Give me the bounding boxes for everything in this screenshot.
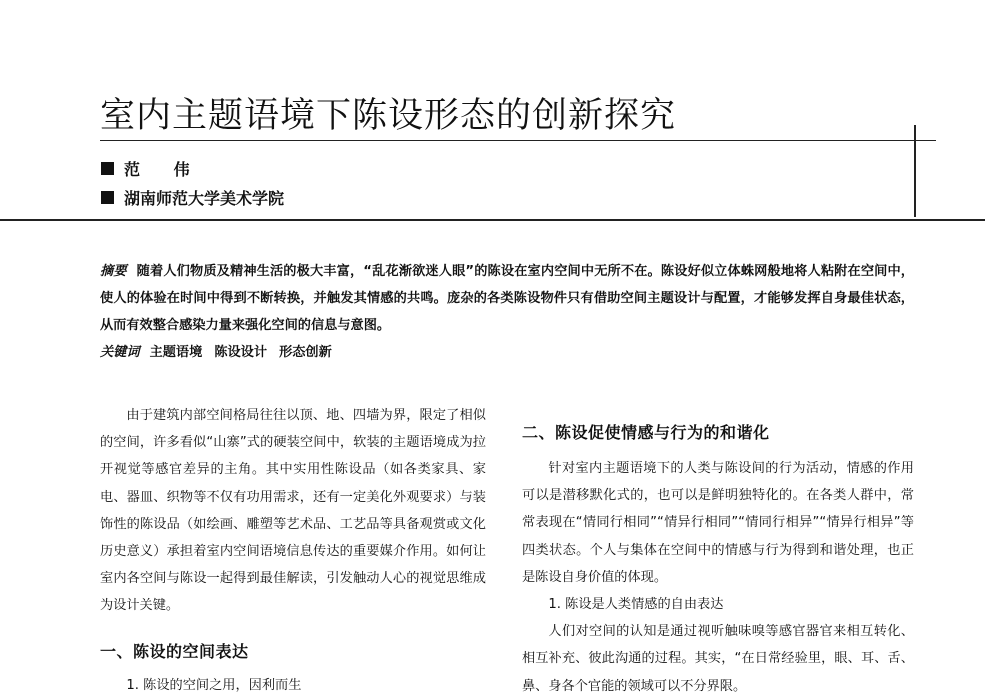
header-base-rule (0, 219, 985, 221)
section-heading-2: 二、陈设促使情感与行为的和谐化 (522, 423, 770, 442)
abstract-paragraph (100, 258, 914, 339)
bullet-square-icon (101, 191, 114, 204)
keyword: 形态创新 (279, 345, 332, 360)
author-line (101, 157, 204, 180)
header-vertical-rule (914, 125, 916, 217)
article-title: 室内主题语境下陈设形态的创新探究 (100, 96, 677, 136)
body-paragraph: 人们对空间的认知是通过视听触味嗅等感官器官来相互转化、相互补充、彼此沟通的过程。其实，“在日常经验里，眼、耳、舌、鼻、身各个官能的领域可以不分界限。 (522, 624, 914, 694)
abstract-text: 随着人们物质及精神生活的极大丰富，“乱花渐欲迷人眼”的陈设在室内空间中无所不在。陈设好似立体蛛网般地将人粘附在空间中，使人的体验在时间中得到不断转换，并触发其情感的共鸣。庞杂的各类陈设物件只有借助空间主题设计与配置，才能够发挥自身最佳状态，从而有效整合感染力量来强化空间的信息与意图。 (100, 264, 914, 333)
keywords-label: 关键词 (100, 345, 140, 360)
right-column (522, 415, 914, 700)
bullet-square-icon (101, 162, 114, 175)
affiliation: 湖南师范大学美术学院 (124, 189, 285, 208)
left-column (100, 402, 486, 699)
subsection-heading: 1. 陈设的空间之用，因利而生 (126, 677, 302, 693)
body-paragraph: 针对室内主题语境下的人类与陈设间的行为活动，情感的作用可以是潜移默化式的，也可以是鲜明独特化的。在各类人群中，常常表现在“情同行相同”“情异行相同”“情同行相异”“情异行相异”等四类状态。个人与集体在空间中的情感与行为得到和谐处理，也正是陈设自身价值的体现。 (522, 461, 914, 585)
affiliation-line (101, 186, 284, 209)
keyword: 主题语境 (149, 345, 203, 360)
keyword: 陈设设计 (214, 345, 268, 360)
abstract-block (100, 258, 914, 366)
abstract-label: 摘要 (100, 264, 127, 279)
author-name: 范 伟 (124, 160, 204, 179)
title-rule (100, 140, 936, 141)
section-heading-1: 一、陈设的空间表达 (100, 641, 249, 661)
intro-paragraph: 由于建筑内部空间格局往往以顶、地、四墙为界，限定了相似的空间，许多看似“山寨”式的硬装空间中，软装的主题语境成为拉开视觉等感官差异的主角。其中实用性陈设品（如各类家具、家电、器皿、织物等不仅有功用需求，还有一定美化外观要求）与装饰性的陈设品（如绘画、雕塑等艺术品、工艺品等具备观赏或文化历史意义）承担着室内空间语境信息传达的重要媒介作用。如何让室内各空间与陈设一起得到最佳解读，引发触动人心的视觉思维成为设计关键。 (100, 408, 486, 614)
keywords-line (100, 339, 914, 366)
subsection-heading: 1. 陈设是人类情感的自由表达 (548, 597, 724, 613)
